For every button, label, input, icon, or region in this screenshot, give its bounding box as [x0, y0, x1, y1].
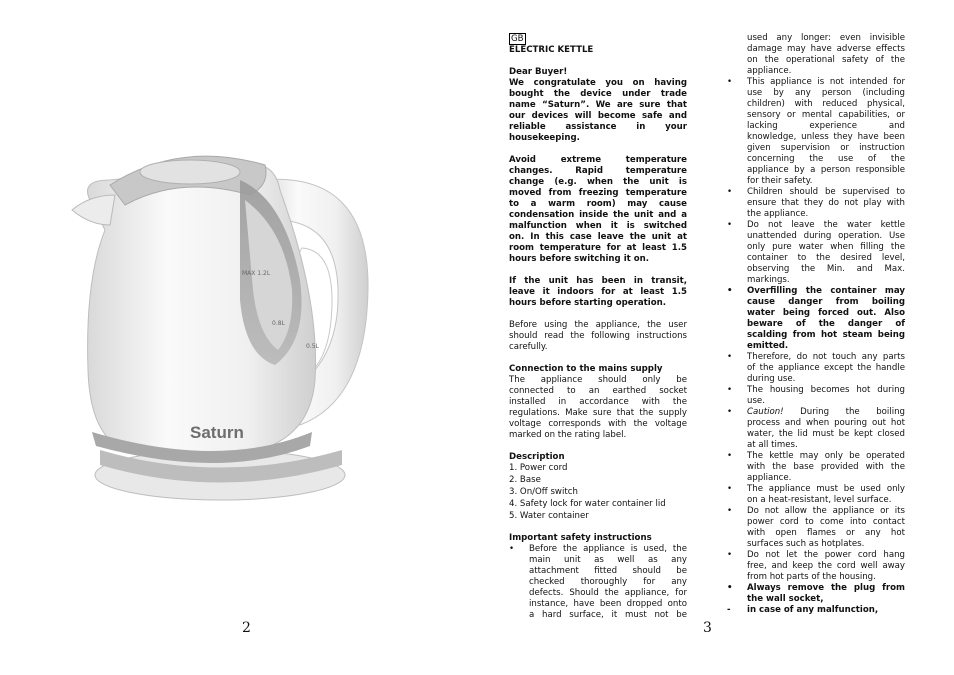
greeting: Dear Buyer!	[509, 67, 568, 77]
temperature-warning: Avoid extreme temperature changes. Rapid temperature change (e.g. when the unit is moved from freezing temperature to a warm room) may cause condensation inside the unit and a malfunction when it is switched on. In this case leave the unit at room temperature for at least 1.5 hours before switching it on.	[509, 155, 687, 264]
read-instructions-paragraph: Before using the appliance, the user should read the following instructions carefully.	[509, 320, 687, 352]
section-heading-safety: Important safety instructions	[509, 533, 652, 543]
caution-label: Caution!	[747, 407, 784, 417]
list-item: 2. Base	[509, 475, 541, 485]
list-item: • This appliance is not intended for use by any person (including children) with reduced physical, sensory or mental capabilities, or lacking experience and knowledge, unless they have been given supervision or instruction concerning the use of the appliance by a person responsible for their safety.	[727, 77, 905, 187]
list-item: • Do not let the power cord hang free, and keep the cord well away from hot parts of the housing.	[727, 550, 905, 583]
safety-continued: used any longer: even invisible damage may have adverse effects on the operational safety of the appliance.	[747, 33, 905, 76]
section-heading-connection: Connection to the mains supply	[509, 364, 663, 374]
list-item: • Do not leave the water kettle unattended during operation. Use only pure water when filling the container to the desired level, observing the Min. and Max. markings.	[727, 220, 905, 286]
list-item: • Before the appliance is used, the main unit as well as any attachment fitted should be checked thoroughly for any defects. Should the appliance, for instance, have been dropped onto a hard surface, it must not be	[509, 544, 687, 621]
kettle-marking-mid: 0.8L	[272, 320, 285, 327]
list-item: • Always remove the plug from the wall socket,	[727, 583, 905, 605]
safety-list-part1	[509, 544, 687, 621]
kettle-logo: Saturn	[190, 423, 244, 442]
description-list	[509, 463, 687, 522]
list-item: • The appliance must be used only on a heat-resistant, level surface.	[727, 484, 905, 506]
kettle-marking-min: 0.5L	[306, 343, 319, 350]
transit-warning: If the unit has been in transit, leave it indoors for at least 1.5 hours before starting operation.	[509, 276, 687, 308]
safety-list-part2	[727, 77, 905, 616]
list-item: - in case of any malfunction,	[727, 605, 905, 616]
list-item: 4. Safety lock for water container lid	[509, 499, 666, 509]
list-item: • Overfilling the container may cause danger from boiling water being forced out. Also beware of the danger of scalding from hot steam being emitted.	[727, 286, 905, 352]
list-item: 5. Water container	[509, 511, 589, 521]
list-item: • The kettle may only be operated with the base provided with the appliance.	[727, 451, 905, 484]
list-item: • The housing becomes hot during use.	[727, 385, 905, 407]
kettle-marking-max: MAX 1.2L	[242, 270, 271, 277]
list-item: 1. Power cord	[509, 463, 568, 473]
intro-paragraph: We congratulate you on having bought the device under trade name “Saturn”. We are sure that our devices will become safe and reliable assistance in your housekeeping.	[509, 78, 687, 143]
list-item: • Therefore, do not touch any parts of the appliance except the handle during use.	[727, 352, 905, 385]
document-title: ELECTRIC KETTLE	[509, 45, 594, 55]
list-item: • Caution! During the boiling process and when pouring out hot water, the lid must be kept closed at all times.	[727, 407, 905, 451]
language-badge: GB	[511, 34, 524, 44]
text-column-2	[727, 33, 905, 616]
kettle-image	[70, 140, 370, 510]
list-item: 3. On/Off switch	[509, 487, 578, 497]
page-number-right: 3	[703, 620, 712, 636]
page-number-left: 2	[242, 620, 251, 636]
list-item: • Do not allow the appliance or its power cord to come into contact with open flames or any hot surfaces such as hotplates.	[727, 506, 905, 550]
connection-paragraph: The appliance should only be connected to an earthed socket installed in accordance with the regulations. Make sure that the supply voltage corresponds with the voltage marked on the rating label.	[509, 375, 687, 440]
text-column-1	[509, 33, 687, 621]
section-heading-description: Description	[509, 452, 565, 462]
list-item: • Children should be supervised to ensure that they do not play with the appliance.	[727, 187, 905, 220]
